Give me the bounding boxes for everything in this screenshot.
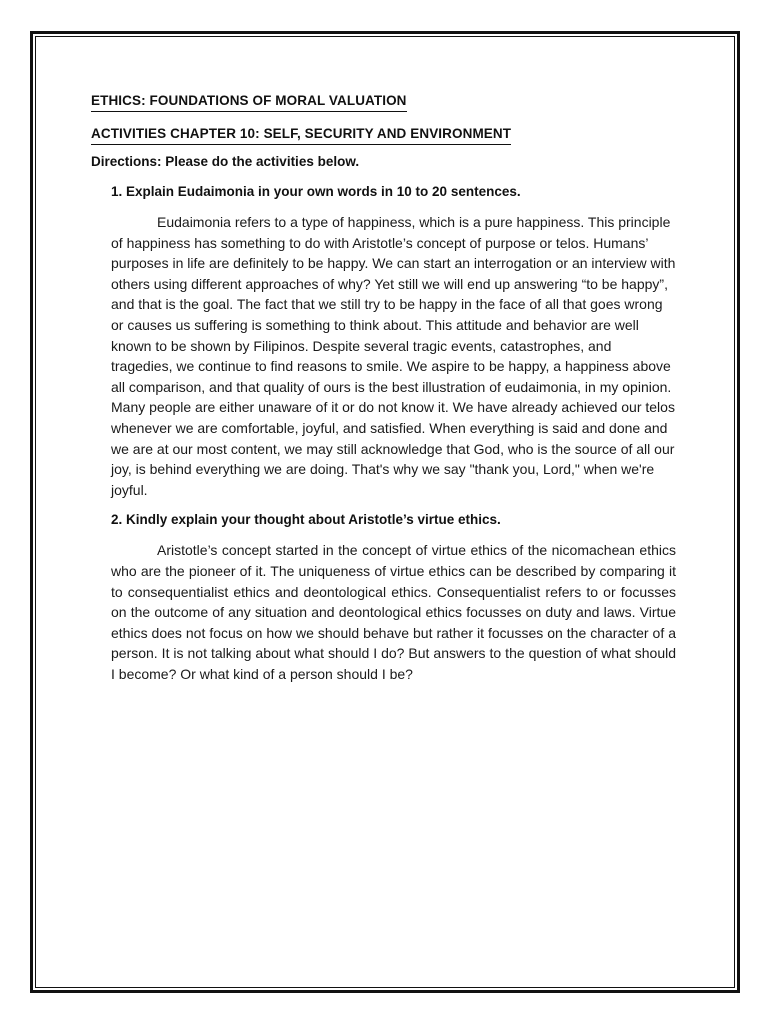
document-subtitle: ACTIVITIES CHAPTER 10: SELF, SECURITY AND ENVIRONMENT	[91, 126, 511, 145]
question-1-prompt: 1. Explain Eudaimonia in your own words in 10 to 20 sentences.	[111, 184, 521, 199]
document-content	[91, 92, 676, 696]
question-2-prompt: 2. Kindly explain your thought about Aristotle’s virtue ethics.	[111, 512, 501, 528]
directions-text: Directions: Please do the activities below.	[91, 154, 360, 169]
question-1-answer: Eudaimonia refers to a type of happiness, which is a pure happiness. This principle of happiness has something to do with Aristotle’s concept of purpose or telos. Humans’ purposes in life are definitely to be happy. We can start an interrogation or an interview with others using different approaches of why? Yet still we will end up answering “to be happy”, and that is the goal. The fact that we still try to be happy in the face of all that goes wrong or causes us suffering is something to think about. This attitude and behavior are well known to be shown by Filipinos. Despite several tragic events, catastrophes, and tragedies, we continue to find reasons to smile. We aspire to be happy, a happiness above all comparison, and that quality of ours is the best illustration of eudaimonia, in my opinion. Many people are either unaware of it or do not know it. We have already achieved our telos whenever we are comfortable, joyful, and satisfied. When everything is said and done and we are at our most content, we may still acknowledge that God, who is the source of all our joy, is behind everything we are doing. That's why we say "thank you, Lord," when we're joyful.	[111, 214, 676, 498]
question-2-answer: Aristotle’s concept started in the concept of virtue ethics of the nicomachean ethics who are the pioneer of it. The uniqueness of virtue ethics can be described by comparing it to consequentialist ethics and deontological ethics. Consequentialist refers to or focusses on the outcome of any situation and deontological ethics focusses on duty and laws. Virtue ethics does not focus on how we should behave but rather it focusses on the character of a person. It is not talking about what should I do? But answers to the question of what should I become? Or what kind of a person should I be?	[111, 542, 676, 682]
document-title: ETHICS: FOUNDATIONS OF MORAL VALUATION	[91, 93, 407, 112]
